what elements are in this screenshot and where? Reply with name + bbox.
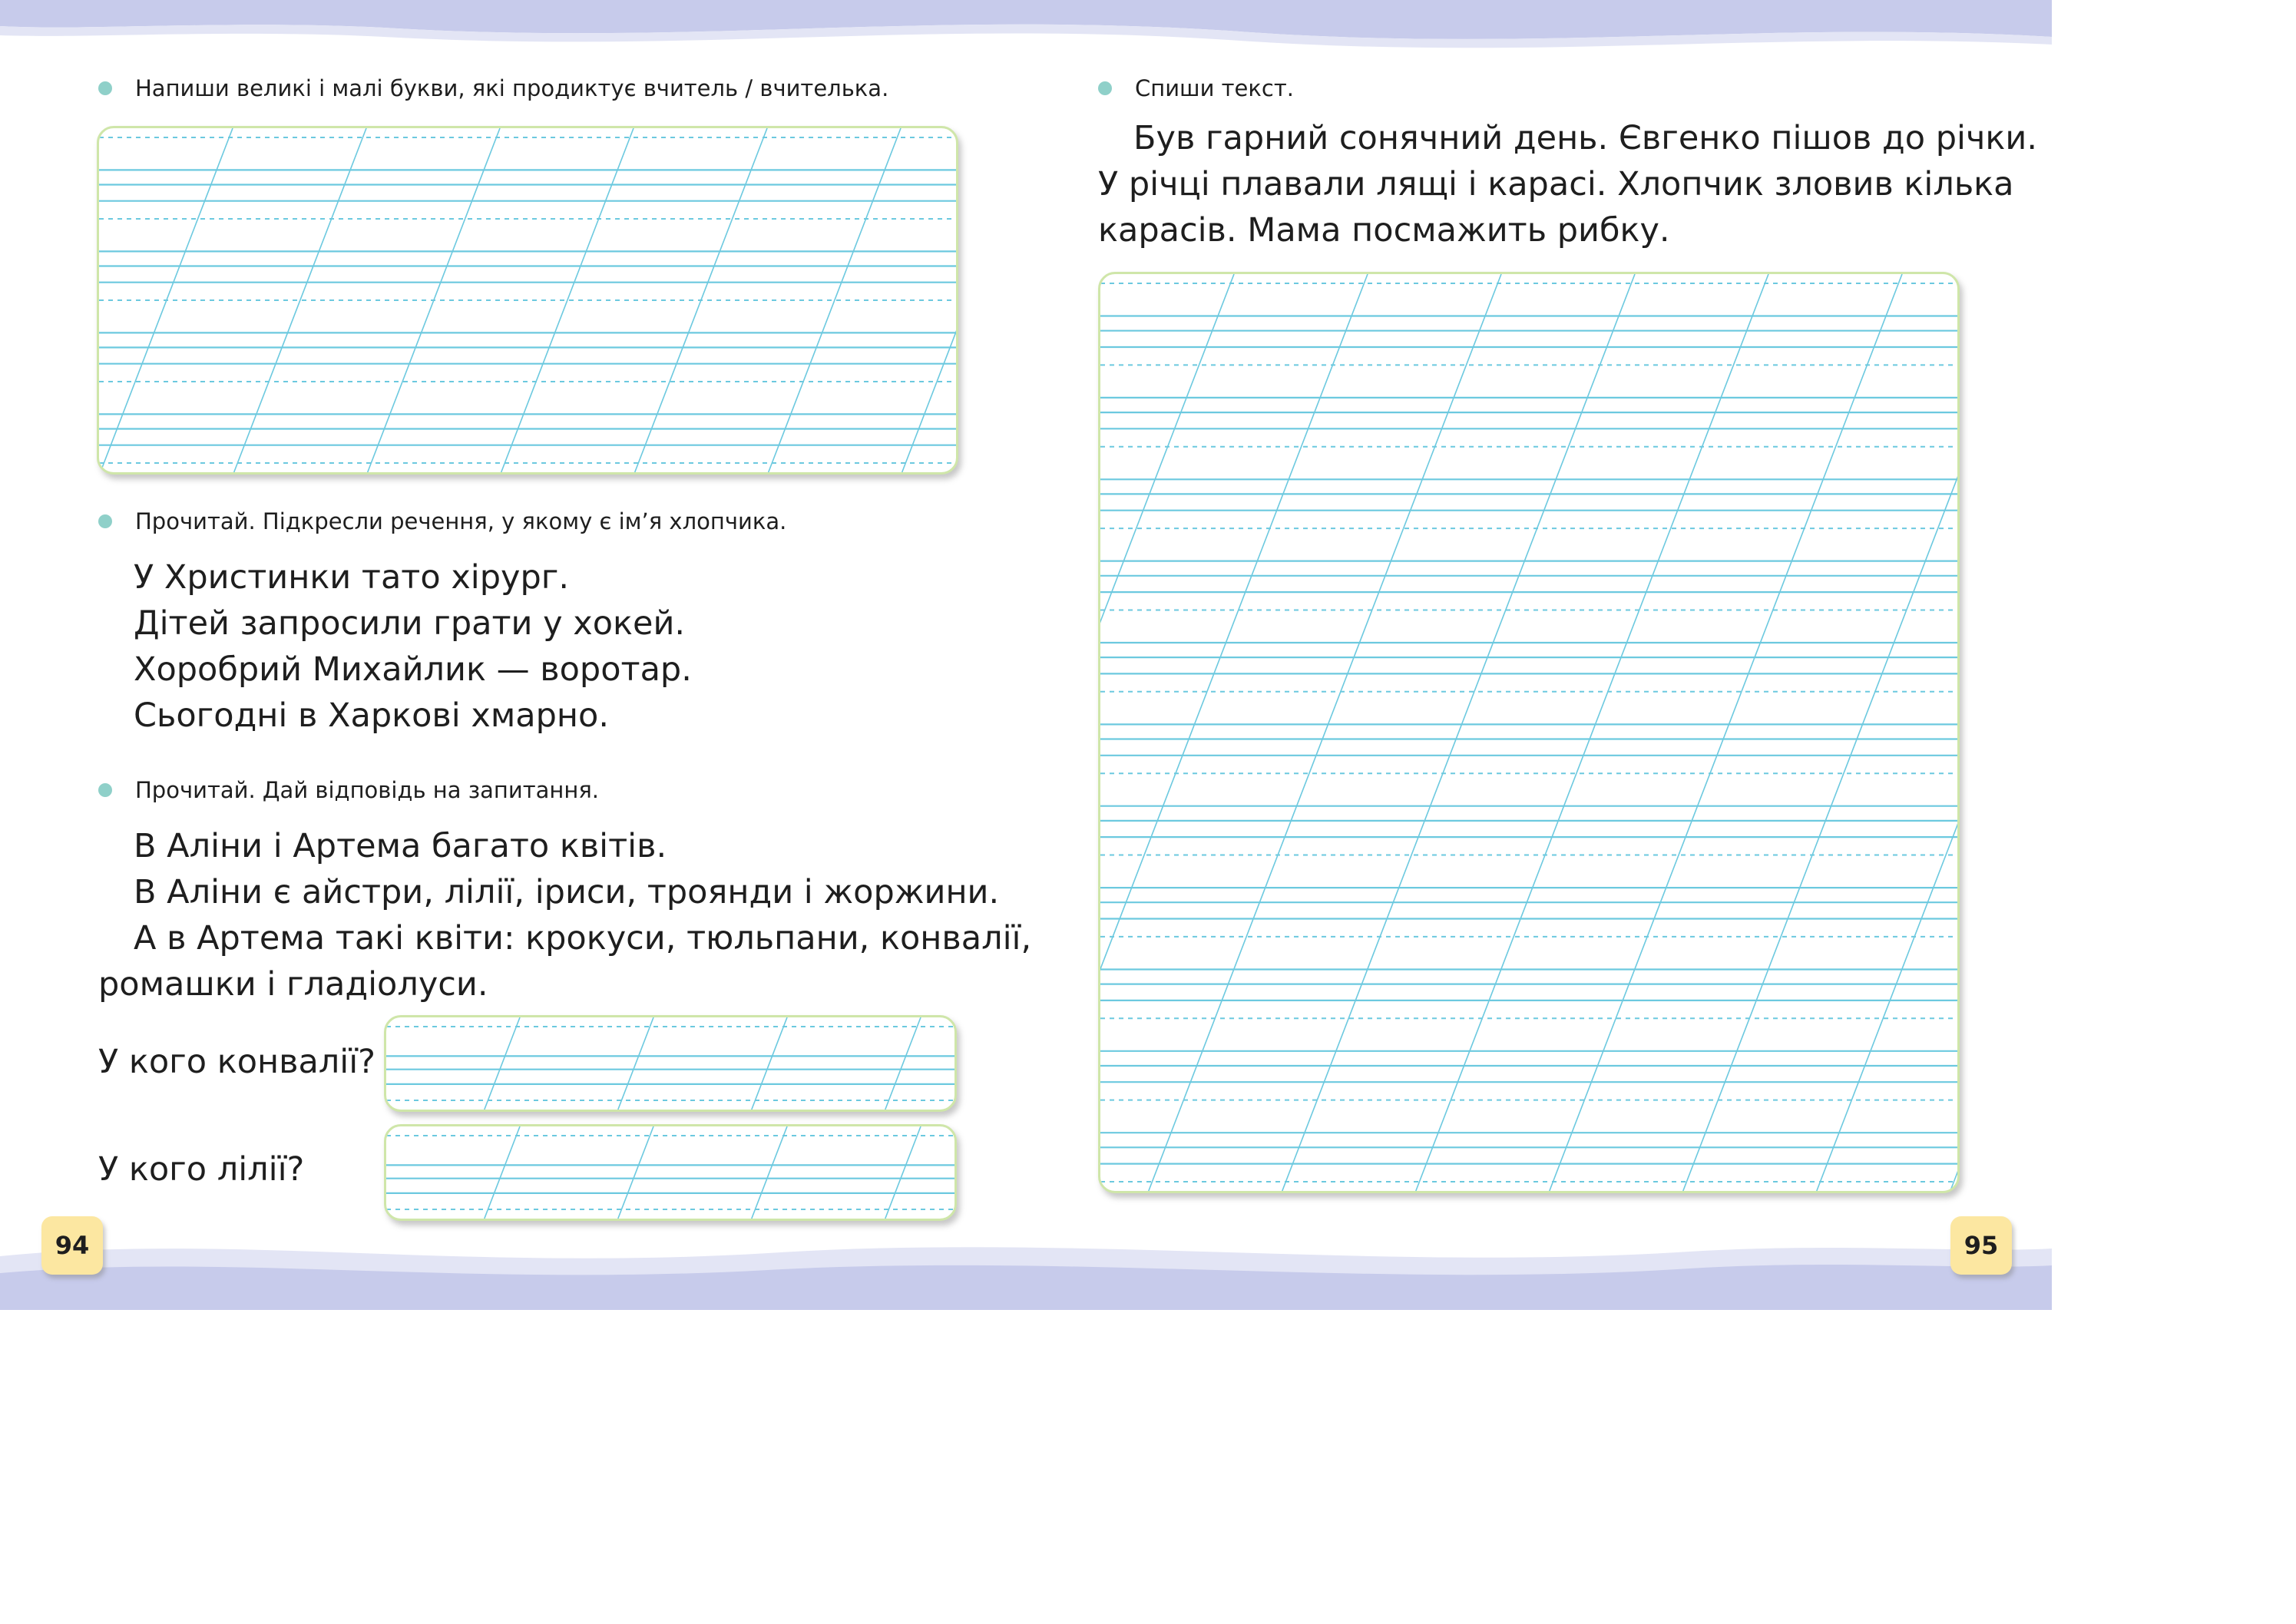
sentence-line[interactable]: У Христинки тато хірург. xyxy=(134,558,570,597)
bullet-icon xyxy=(98,514,112,528)
passage-line: В Аліни і Артема багато квітів. xyxy=(134,827,667,865)
copy-text-line: карасів. Мама посмажить рибку. xyxy=(1098,211,1670,250)
bullet-icon xyxy=(98,783,112,797)
instruction-text: Прочитай. Підкресли речення, у якому є ім’я хлопчика. xyxy=(135,508,787,534)
top-wave-decoration xyxy=(0,0,2052,61)
instruction-text: Прочитай. Дай відповідь на запитання. xyxy=(135,777,599,803)
sentence-line[interactable]: Сьогодні в Харкові хмарно. xyxy=(134,696,610,735)
instruction-text: Спиши текст. xyxy=(1135,75,1294,101)
bullet-icon xyxy=(98,81,112,95)
sentence-line[interactable]: Хоробрий Михайлик — воротар. xyxy=(134,650,692,689)
task-underline-instruction xyxy=(98,508,786,534)
reading-passage xyxy=(98,823,1031,1007)
copy-text xyxy=(1098,115,2037,253)
sentence-line[interactable]: Дітей запросили грати у хокей. xyxy=(134,604,686,643)
ruled-lines xyxy=(1100,274,1957,1191)
answer-field-2[interactable] xyxy=(384,1124,957,1221)
task-dictation-instruction xyxy=(98,75,888,101)
instruction-text: Напиши великі і малі букви, які продиктує вчитель / вчителька. xyxy=(135,75,889,101)
ruled-lines xyxy=(99,128,956,472)
ruled-lines xyxy=(386,1017,954,1110)
writing-area-copy[interactable] xyxy=(1098,272,1960,1193)
passage-line: ромашки і гладіолуси. xyxy=(98,965,488,1004)
question-lilies: У кого лілії? xyxy=(98,1150,305,1189)
copy-text-line: У річці плавали лящі і карасі. Хлопчик зловив кілька xyxy=(1098,165,2014,203)
passage-line: А в Артема такі квіти: крокуси, тюльпани, конвалії, xyxy=(134,919,1032,958)
writing-area-dictation[interactable] xyxy=(97,126,958,475)
reading-sentences xyxy=(98,554,692,739)
answer-field-1[interactable] xyxy=(384,1015,957,1112)
bottom-wave-decoration xyxy=(0,1225,2052,1310)
ruled-lines xyxy=(386,1126,954,1219)
page-number-left: 94 xyxy=(41,1216,103,1275)
passage-line: В Аліни є айстри, лілії, іриси, троянди і жоржини. xyxy=(134,873,1000,911)
task-copy-instruction xyxy=(1098,75,1294,101)
question-lilies-of-valley: У кого конвалії? xyxy=(98,1043,376,1081)
copy-text-line: Був гарний сонячний день. Євгенко пішов до річки. xyxy=(1133,119,2037,157)
bullet-icon xyxy=(1098,81,1112,95)
task-answer-instruction xyxy=(98,777,599,803)
page-number-right: 95 xyxy=(1950,1216,2012,1275)
